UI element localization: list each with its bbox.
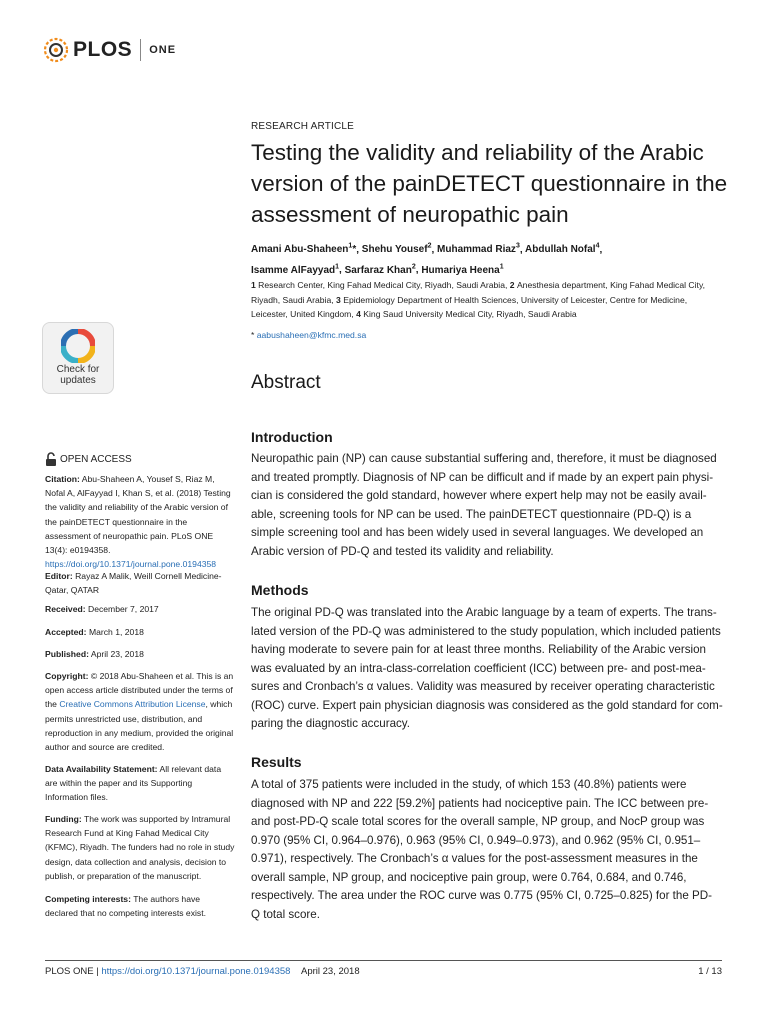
author[interactable]: Sarfaraz Khan$^2$: [344, 263, 416, 276]
plos-one-logo[interactable]: [43, 35, 176, 65]
affiliations: 1 Research Center, King Fahad Medical City, Riyadh, Saudi Arabia, 2 Anesthesia department, King Fahad Medical City, Riyadh, Saudi Arabia, 3 Epidemiology Department of Health Sciences, University of Leicester, Centre for Medicine, Leicester, United Kingdom, 4 King Saud University Medical City, Riyadh, Saudi Arabia: [251, 280, 705, 319]
footer-citation: PLOS ONE | https://doi.org/10.1371/journal.pone.0194358 April 23, 2018: [45, 966, 360, 977]
open-access-label: OPEN ACCESS: [60, 453, 132, 465]
author[interactable]: Muhammad Riaz$^3$: [437, 243, 520, 256]
data-availability-block: Data Availability Statement: All relevant data are within the paper and its Supporting Information files.: [45, 764, 222, 803]
license-link[interactable]: Creative Commons Attribution License: [59, 699, 206, 710]
plos-logo-icon: [43, 37, 69, 63]
open-access-badge: [45, 452, 132, 466]
accepted-date: Accepted: March 1, 2018: [45, 627, 144, 637]
logo-divider: [140, 39, 141, 61]
author-list: Amani Abu-Shaheen$^1$*, Shehu Yousef$^2$, Muhammad Riaz$^3$, Abdullah Nofal$^4$, Isamme AlFayyad$^1$, Sarfaraz Khan$^2$, Humariya Heena$^1$: [251, 243, 603, 276]
citation-block: Citation: Abu-Shaheen A, Yousef S, Riaz M, Nofal A, AlFayyad I, Khan S, et al. (2018) Testing the validity and reliability of the Arabic version of the painDETECT questionnaire in the assessment of neuropathic pain. PLoS ONE 13(4): e0194358. https://doi.org/10.1371/journal.pone.0194358: [45, 474, 231, 570]
author[interactable]: Abdullah Nofal$^4$: [525, 243, 600, 256]
article-title: Testing the validity and reliability of the Arabic version of the painDETECT questionnaire in the assessment of neuropathic pain: [251, 140, 728, 227]
footer-doi-link[interactable]: https://doi.org/10.1371/journal.pone.0194358: [101, 966, 291, 977]
author[interactable]: Isamme AlFayyad$^1$: [251, 263, 340, 276]
section-heading-introduction: Introduction: [251, 429, 333, 445]
published-date: Published: April 23, 2018: [45, 649, 144, 659]
check-updates-icon: [61, 329, 95, 363]
email-link[interactable]: aabushaheen@kfmc.med.sa: [256, 330, 367, 340]
check-updates-label: Check for updates: [56, 364, 100, 386]
corresponding-email: * aabushaheen@kfmc.med.sa: [251, 330, 367, 340]
section-heading-methods: Methods: [251, 582, 309, 598]
section-text-results: A total of 375 patients were included in the study, of which 153 (40.8%) patients were diagnosed with NP and 222 [59.2%] patients had nociceptive pain. The ICC between pre- and post-PD-Q scale total scores for the overall sample, NP group, and NocP group was 0.970 (95% CI, 0.964–0.976), 0.963 (95% CI, 0.949–0.973), and 0.962 (95% CI, 0.951– 0.971), respectively. The Cronbach’s α values for the post-assessment measures in the overall sample, NP group, and nociceptive pain group, were 0.764, 0.684, and 0.746, respectively. The area under the ROC curve was 0.775 (95% CI, 0.725–0.825) for the PD- Q total score.: [251, 778, 712, 921]
abstract-heading: Abstract: [251, 372, 321, 393]
received-date: Received: December 7, 2017: [45, 604, 159, 614]
author[interactable]: Shehu Yousef$^2$: [361, 243, 432, 256]
section-text-methods: The original PD-Q was translated into the Arabic language by a team of experts. The trans- lated version of the PD-Q was administered to the study population, which included patients having moderate to severe pain for at least three months. Reliability of the Arabic version was evaluated by an intra-class-correlation coefficient (ICC) between pre- and post-mea- sures and Cronbach’s α values. Validity was measured by receiver operating characteristic (ROC) curve. Expert pain physician diagnosis was considered as the gold standard for com- paring the diagnostic accuracy.: [251, 606, 723, 730]
section-heading-results: Results: [251, 754, 302, 770]
footer-divider: [45, 960, 722, 961]
author[interactable]: Amani Abu-Shaheen$^1$*: [251, 243, 357, 256]
footer-date: April 23, 2018: [301, 966, 360, 977]
editor-block: Editor: Rayaz A Malik, Weill Cornell Medicine-Qatar, QATAR: [45, 571, 222, 596]
journal-name: ONE: [149, 44, 177, 56]
funding-block: Funding: The work was supported by Intramural Research Fund at King Fahad Medical City (KFMC), Riyadh. The funders had no role in study design, data collection and analysis, decision to publish, or preparation of the manuscript.: [45, 814, 235, 881]
check-for-updates-badge[interactable]: [42, 322, 114, 394]
copyright-block: Copyright: © 2018 Abu-Shaheen et al. This is an open access article distributed under the terms of the Creative Commons Attribution License, which permits unrestricted use, distribution, and reproduction in any medium, provided the original author and source are credited.: [45, 671, 234, 753]
author[interactable]: Humariya Heena$^1$: [421, 263, 504, 276]
open-lock-icon: [45, 452, 57, 466]
competing-interests-block: Competing interests: The authors have declared that no competing interests exist.: [45, 894, 206, 919]
section-text-introduction: Neuropathic pain (NP) can cause substantial suffering and, therefore, it must be diagnosed and treated promptly. Diagnosis of NP can be difficult and if made by an expert pain physi- cian is considered the gold standard, however where expert help may not be easily avail- able, screening tools for NP can be used. The painDETECT questionnaire (PD-Q) is a simple screening tool and has been widely used in several languages. We developed an Arabic version of PD-Q and tested its validity and reliability.: [251, 452, 717, 558]
page-number: 1 / 13: [698, 966, 722, 977]
logo-text: PLOS: [73, 38, 133, 61]
article-type: RESEARCH ARTICLE: [251, 121, 355, 132]
citation-doi-link[interactable]: https://doi.org/10.1371/journal.pone.0194358: [45, 559, 217, 570]
